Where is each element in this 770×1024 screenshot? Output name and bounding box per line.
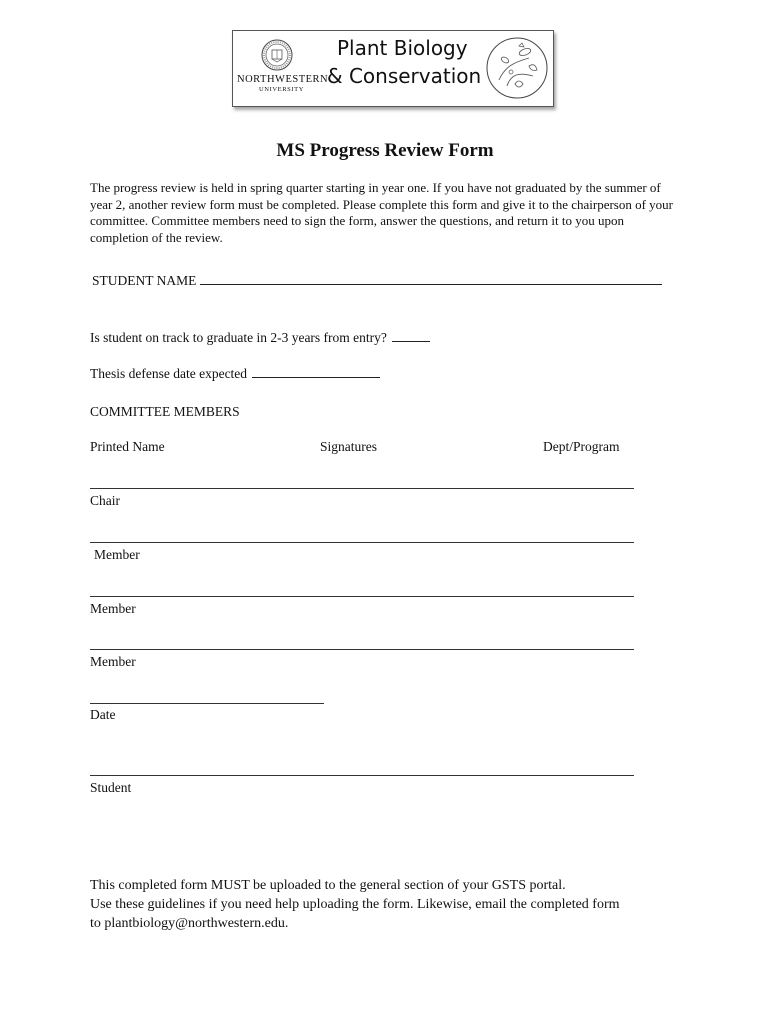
member-3-label: Member xyxy=(90,654,136,669)
chair-label: Chair xyxy=(90,493,120,508)
member-3-signature-line[interactable] xyxy=(90,649,634,650)
university-seal-icon xyxy=(261,39,293,71)
member-1-label: Member xyxy=(94,547,140,562)
chair-signature-line[interactable] xyxy=(90,488,634,489)
department-name-line2: & Conservation xyxy=(327,64,482,88)
column-dept-program: Dept/Program xyxy=(543,439,620,454)
student-signature-line[interactable] xyxy=(90,775,634,776)
member-2-label: Member xyxy=(90,601,136,616)
footer-instructions xyxy=(90,876,690,933)
member-1-signature-line[interactable] xyxy=(90,542,634,543)
department-name-line1: Plant Biology xyxy=(337,36,468,60)
form-title: MS Progress Review Form xyxy=(276,140,494,161)
on-track-answer-field[interactable] xyxy=(392,330,430,342)
university-name: NORTHWESTERN xyxy=(237,74,329,85)
member-2-signature-line[interactable] xyxy=(90,596,634,597)
footer-line-3: to plantbiology@northwestern.edu. xyxy=(90,916,289,931)
on-track-question: Is student on track to graduate in 2-3 years from entry? xyxy=(90,330,387,345)
footer-line-1: This completed form MUST be uploaded to the general section of your GSTS portal. xyxy=(90,878,566,893)
student-name-label: STUDENT NAME xyxy=(92,273,197,288)
column-printed-name: Printed Name xyxy=(90,439,165,454)
student-name-field[interactable] xyxy=(200,273,662,285)
date-label: Date xyxy=(90,707,116,722)
department-logo-banner xyxy=(232,30,554,107)
date-line[interactable] xyxy=(90,703,324,704)
plant-emblem-icon xyxy=(485,36,549,100)
footer-line-2: Use these guidelines if you need help uploading the form. Likewise, email the completed form xyxy=(90,897,620,912)
column-signatures: Signatures xyxy=(320,439,377,454)
on-track-row xyxy=(90,330,430,346)
thesis-defense-row xyxy=(90,366,380,382)
thesis-defense-date-field[interactable] xyxy=(252,366,380,378)
student-name-row xyxy=(92,273,662,289)
committee-heading: COMMITTEE MEMBERS xyxy=(90,404,240,419)
student-label: Student xyxy=(90,780,132,795)
university-subtitle: UNIVERSITY xyxy=(259,86,304,93)
intro-paragraph: The progress review is held in spring quarter starting in year one. If you have not graduated by the summer of year 2, another review form must be completed. Please complete this form and give it to the chairperson of your committee. Committee members need to sign the form, answer the questions, and return it to you upon completion of the review. xyxy=(90,180,674,245)
thesis-defense-label: Thesis defense date expected xyxy=(90,366,248,381)
